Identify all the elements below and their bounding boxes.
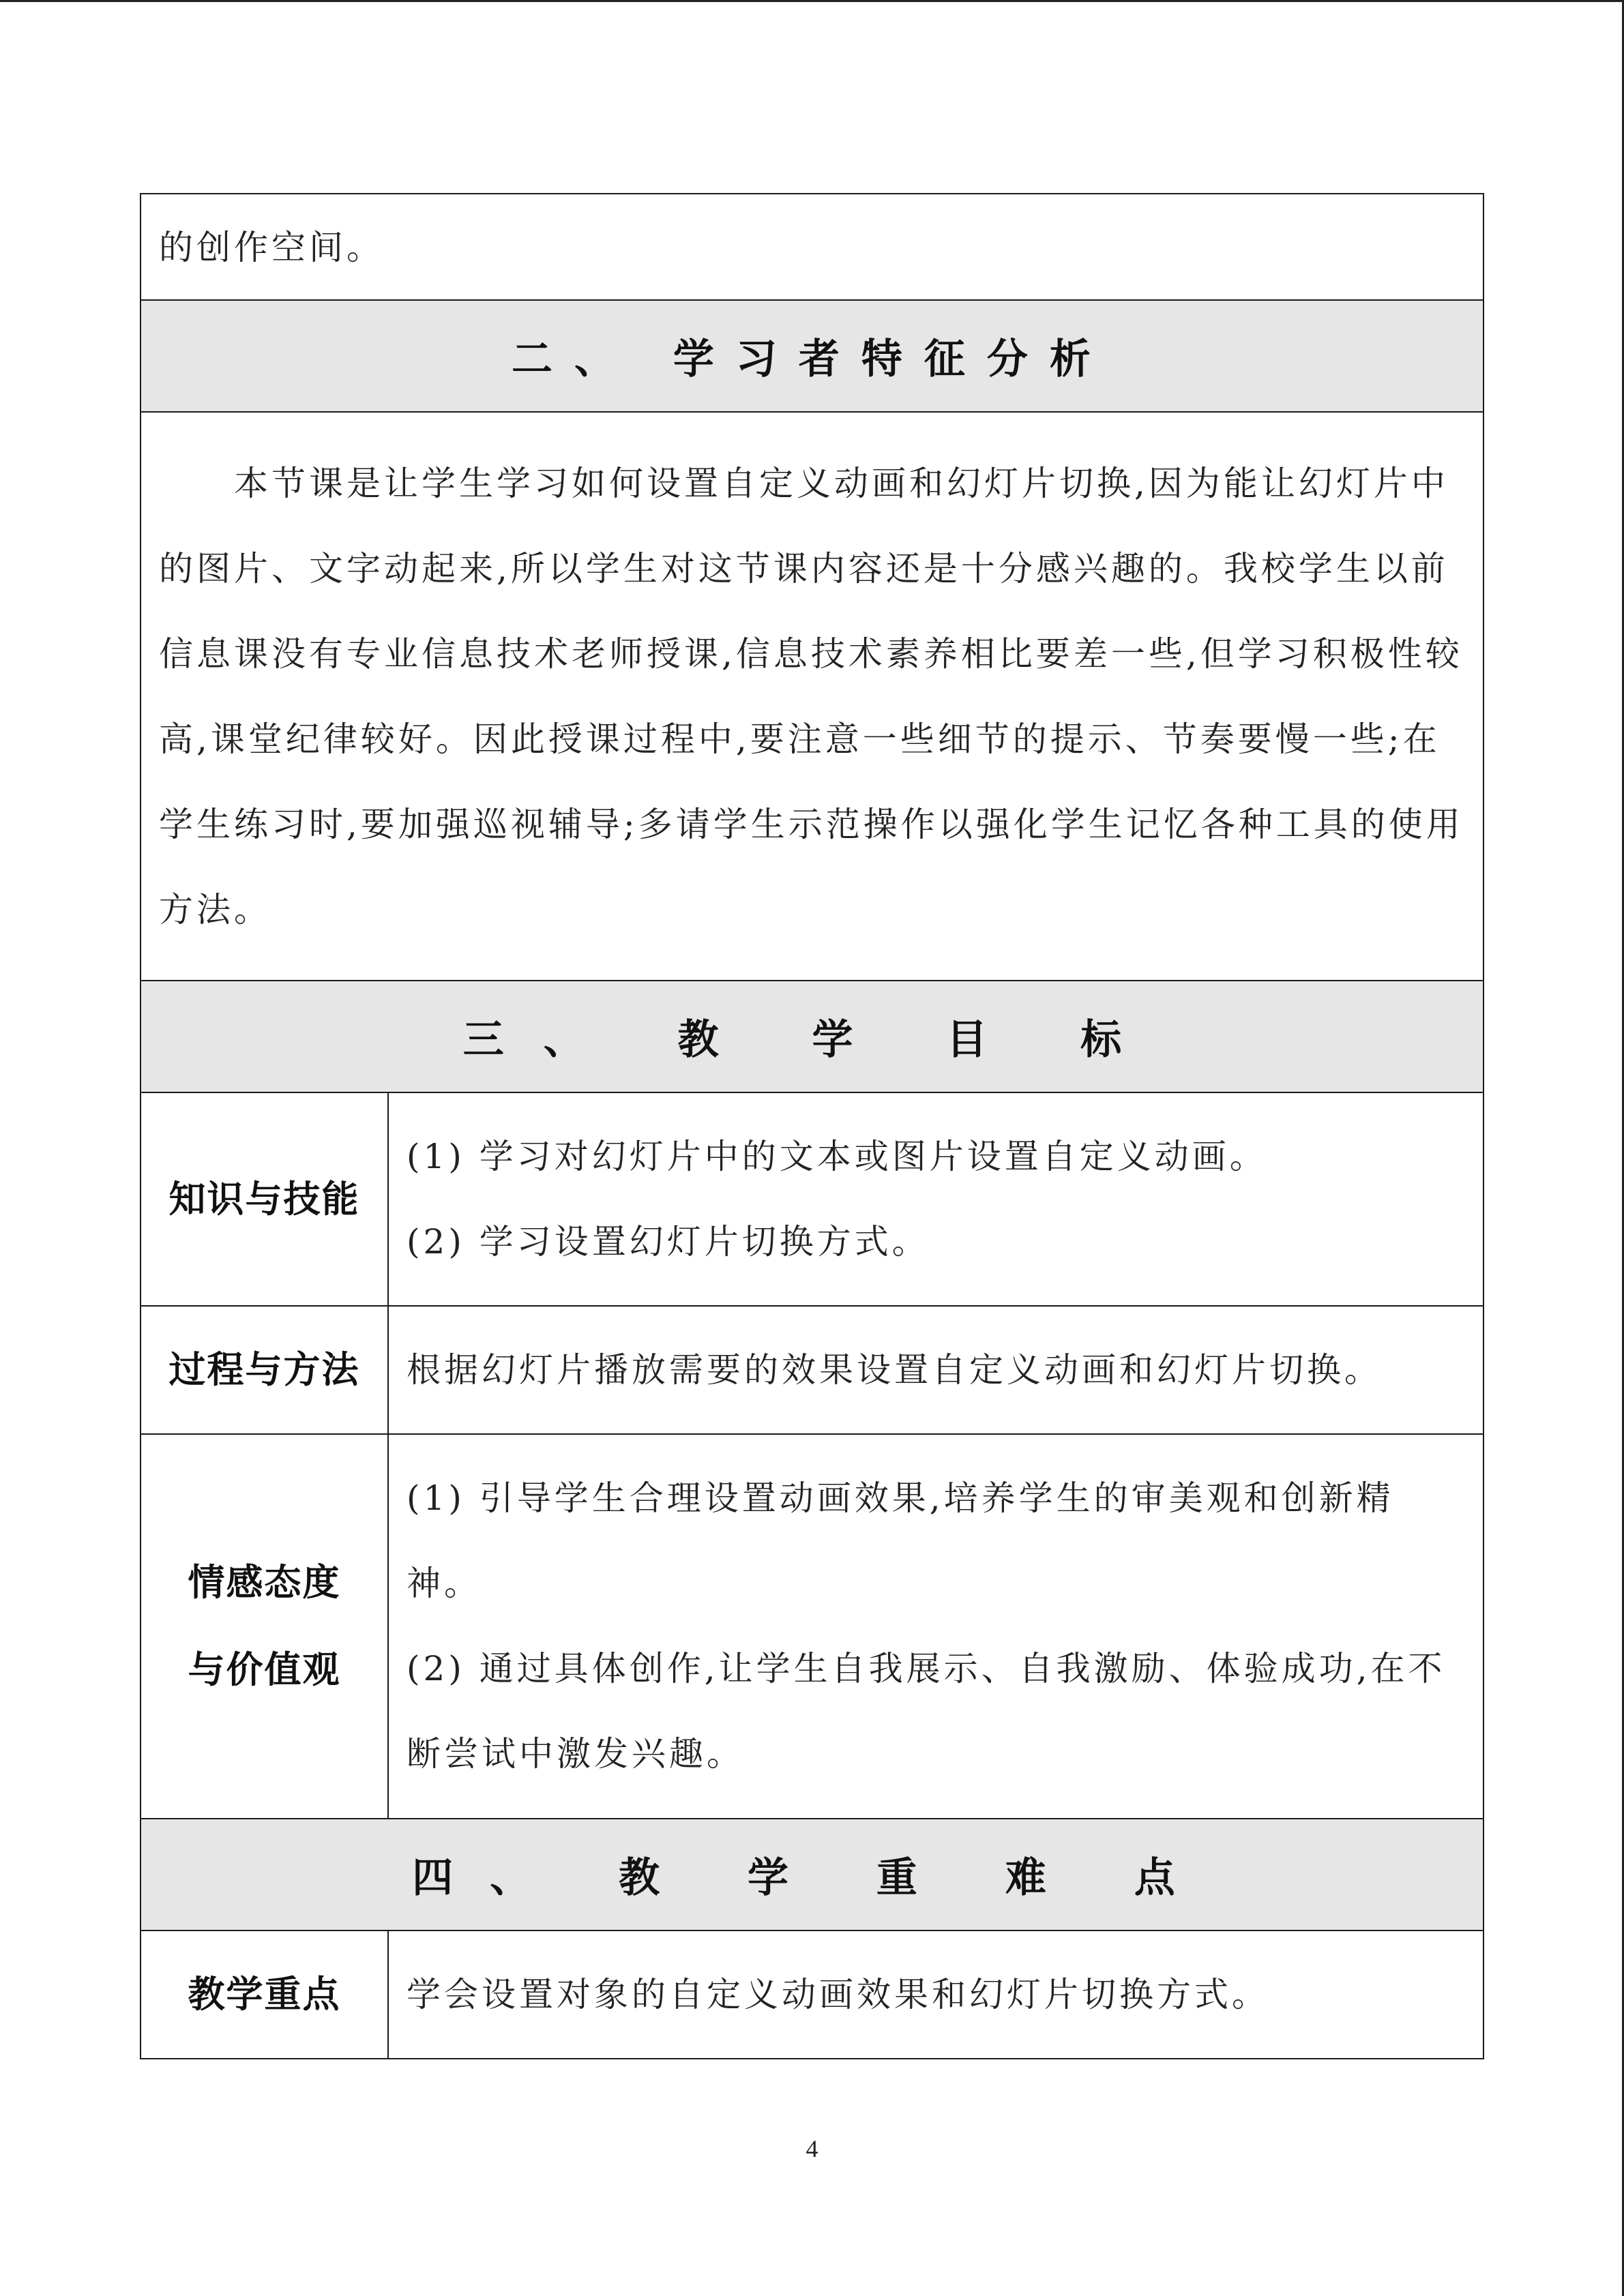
objective-line: (2) 通过具体创作,让学生自我展示、自我激励、体验成功,在不断尝试中激发兴趣。 (407, 1649, 1446, 1774)
objective-row-process (141, 1306, 1483, 1434)
section-four-header-row (141, 1819, 1483, 1930)
objective-line: 根据幻灯片播放需要的效果设置自定义动画和幻灯片切换。 (407, 1350, 1382, 1390)
learner-analysis-row (141, 412, 1483, 981)
objective-row-emotion (141, 1434, 1483, 1819)
section-two-title: 二、 学习者特征分析 (141, 300, 1483, 412)
continuation-text: 的创作空间。 (141, 194, 1483, 300)
objective-label-knowledge: 知识与技能 (141, 1092, 388, 1306)
objective-label-process: 过程与方法 (141, 1306, 388, 1434)
key-point-row (141, 1930, 1483, 2059)
page-top-edge (0, 0, 1624, 2)
objective-label-line: 与价值观 (188, 1648, 341, 1691)
objective-content-knowledge (388, 1092, 1483, 1306)
objective-content-emotion (388, 1434, 1483, 1819)
learner-analysis-paragraph: 本节课是让学生学习如何设置自定义动画和幻灯片切换,因为能让幻灯片中的图片、文字动起来,所以学生对这节课内容还是十分感兴趣的。我校学生以前信息课没有专业信息技术老师授课,信息技术素养相比要差一些,但学习积极性较高,课堂纪律较好。因此授课过程中,要注意一些细节的提示、节奏要慢一些;在学生练习时,要加强巡视辅导;多请学生示范操作以强化学生记忆各种工具的使用方法。 (141, 412, 1483, 981)
objective-line: (1) 引导学生合理设置动画效果,培养学生的审美观和创新精神。 (407, 1478, 1394, 1603)
continuation-row (141, 194, 1483, 300)
page-number: 4 (806, 2135, 818, 2162)
objective-line: (1) 学习对幻灯片中的文本或图片设置自定义动画。 (407, 1136, 1267, 1176)
section-three-title: 三、 教 学 目 标 (141, 981, 1483, 1092)
objective-row-knowledge (141, 1092, 1483, 1306)
objective-label-emotion (141, 1434, 388, 1819)
key-point-label: 教学重点 (141, 1930, 388, 2059)
objective-label-line: 情感态度 (188, 1561, 341, 1604)
section-two-header-row (141, 300, 1483, 412)
lesson-plan-table (140, 193, 1484, 2059)
section-four-title: 四、 教 学 重 难 点 (141, 1819, 1483, 1930)
objective-line: (2) 学习设置幻灯片切换方式。 (407, 1221, 930, 1262)
key-point-text: 学会设置对象的自定义动画效果和幻灯片切换方式。 (388, 1930, 1483, 2059)
section-three-header-row (141, 981, 1483, 1092)
objective-content-process (388, 1306, 1483, 1434)
